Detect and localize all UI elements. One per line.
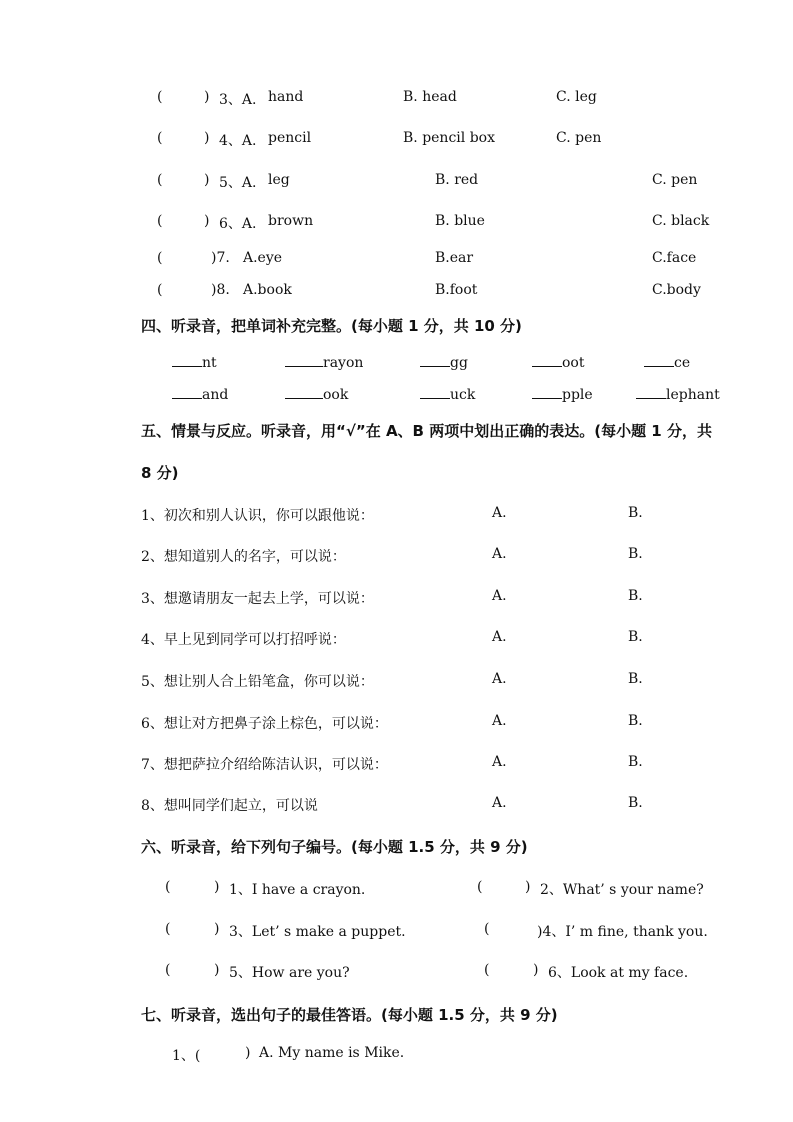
- scenario-item: 5、想让别人合上铅笔盒，你可以说：: [141, 674, 374, 690]
- option-b-choice[interactable]: B.: [628, 671, 643, 687]
- option-b: B.foot: [435, 282, 478, 298]
- word-fragment: pple: [562, 387, 593, 403]
- word-fragment: nt: [202, 355, 217, 371]
- option-b-choice[interactable]: B.: [628, 546, 643, 562]
- word-blank[interactable]: [285, 354, 363, 371]
- section-7-title: 七、听录音，选出句子的最佳答语。(每小题 1.5 分，共 9 分): [141, 1006, 558, 1024]
- answer-paren-close: ): [204, 172, 210, 188]
- item-number: 6、A.: [219, 216, 257, 232]
- answer-paren-close: ): [214, 962, 220, 978]
- option-a: pencil: [268, 130, 312, 146]
- word-blank[interactable]: [172, 354, 217, 371]
- word-blank[interactable]: [420, 354, 468, 371]
- sentence-item: )4、I’ m fine, thank you.: [537, 924, 708, 940]
- answer-paren-close: ): [245, 1045, 251, 1061]
- option-a-choice[interactable]: A.: [492, 588, 507, 604]
- answer-paren-open: (: [157, 213, 163, 229]
- word-fragment: oot: [562, 355, 585, 371]
- word-fragment: ce: [674, 355, 691, 371]
- answer-paren[interactable]: (: [165, 962, 171, 978]
- answer-paren-close: ): [204, 130, 210, 146]
- word-fragment: lephant: [666, 387, 720, 403]
- section-4-title: 四、听录音，把单词补充完整。(每小题 1 分，共 10 分): [141, 317, 522, 335]
- option-a: brown: [268, 213, 314, 229]
- answer-paren-close: )7.: [211, 250, 230, 266]
- option-b-choice[interactable]: B.: [628, 754, 643, 770]
- answer-paren[interactable]: (: [484, 921, 490, 937]
- option-a-choice[interactable]: A.: [492, 671, 507, 687]
- answer-paren[interactable]: (: [477, 879, 483, 895]
- sentence-item: 5、How are you?: [229, 965, 350, 981]
- answer-paren-close: )8.: [211, 282, 230, 298]
- option-a: hand: [268, 89, 304, 105]
- sentence-item: 6、Look at my face.: [548, 965, 689, 981]
- answer-paren[interactable]: (: [484, 962, 490, 978]
- option-a-choice[interactable]: A.: [492, 546, 507, 562]
- scenario-item: 4、早上见到同学可以打招呼说：: [141, 632, 346, 648]
- answer-paren-close: ): [214, 921, 220, 937]
- option-a-choice[interactable]: A.: [492, 713, 507, 729]
- scenario-item: 8、想叫同学们起立，可以说: [141, 798, 318, 814]
- option-b: B. pencil box: [403, 130, 495, 146]
- item-number: 4、A.: [219, 133, 257, 149]
- section-6-title: 六、听录音，给下列句子编号。(每小题 1.5 分，共 9 分): [141, 838, 528, 856]
- option-b-choice[interactable]: B.: [628, 713, 643, 729]
- option-a-choice[interactable]: A.: [492, 629, 507, 645]
- word-blank[interactable]: [532, 386, 593, 403]
- word-blank[interactable]: [532, 354, 584, 371]
- answer-paren-close: ): [533, 962, 539, 978]
- option-c: C.body: [652, 282, 701, 298]
- word-blank[interactable]: [285, 386, 348, 403]
- answer-paren[interactable]: (: [165, 921, 171, 937]
- option-a-choice[interactable]: A.: [492, 505, 507, 521]
- scenario-item: 1、初次和别人认识，你可以跟他说：: [141, 508, 374, 524]
- option-b-choice[interactable]: B.: [628, 795, 643, 811]
- option-b-choice[interactable]: B.: [628, 588, 643, 604]
- option-a: leg: [268, 172, 290, 188]
- word-blank[interactable]: [420, 386, 475, 403]
- word-fragment: rayon: [323, 355, 364, 371]
- answer-paren-close: ): [214, 879, 220, 895]
- answer-paren-close: ): [204, 213, 210, 229]
- option-c: C. pen: [652, 172, 698, 188]
- answer-paren-open: (: [157, 89, 163, 105]
- option-b: B. head: [403, 89, 457, 105]
- option-a: A.book: [243, 282, 292, 298]
- answer-paren-close: ): [525, 879, 531, 895]
- word-blank[interactable]: [172, 386, 228, 403]
- option-b: B.ear: [435, 250, 474, 266]
- sentence-item: 2、What’ s your name?: [540, 882, 704, 898]
- option-a-choice[interactable]: A.: [492, 795, 507, 811]
- option-b-choice[interactable]: B.: [628, 629, 643, 645]
- option-a: A.eye: [243, 250, 283, 266]
- word-fragment: gg: [450, 355, 468, 371]
- option-c: C. leg: [556, 89, 597, 105]
- scenario-item: 3、想邀请朋友一起去上学，可以说：: [141, 591, 374, 607]
- word-fragment: uck: [450, 387, 476, 403]
- answer-option: A. My name is Mike.: [259, 1045, 405, 1061]
- option-a-choice[interactable]: A.: [492, 754, 507, 770]
- word-blank[interactable]: [636, 386, 720, 403]
- scenario-item: 2、想知道别人的名字，可以说：: [141, 549, 346, 565]
- sentence-item: 3、Let’ s make a puppet.: [229, 924, 406, 940]
- option-b: B. blue: [435, 213, 485, 229]
- section-5-title-cont: 8 分): [141, 464, 179, 482]
- item-number: 5、A.: [219, 175, 257, 191]
- answer-paren-close: ): [204, 89, 210, 105]
- answer-paren-open: (: [157, 172, 163, 188]
- word-blank[interactable]: [644, 354, 690, 371]
- section-5-title: 五、情景与反应。听录音，用“√”在 A、B 两项中划出正确的表达。(每小题 1 分，共: [141, 422, 712, 440]
- answer-paren[interactable]: 1、(: [172, 1048, 201, 1064]
- option-c: C. black: [652, 213, 710, 229]
- option-b: B. red: [435, 172, 479, 188]
- answer-paren-open: (: [157, 282, 163, 298]
- word-fragment: ook: [323, 387, 349, 403]
- option-b-choice[interactable]: B.: [628, 505, 643, 521]
- word-fragment: and: [202, 387, 229, 403]
- option-c: C.face: [652, 250, 697, 266]
- scenario-item: 7、想把萨拉介绍给陈洁认识，可以说：: [141, 757, 388, 773]
- answer-paren-open: (: [157, 250, 163, 266]
- answer-paren[interactable]: (: [165, 879, 171, 895]
- scenario-item: 6、想让对方把鼻子涂上棕色，可以说：: [141, 716, 388, 732]
- sentence-item: 1、I have a crayon.: [229, 882, 366, 898]
- answer-paren-open: (: [157, 130, 163, 146]
- item-number: 3、A.: [219, 92, 257, 108]
- option-c: C. pen: [556, 130, 602, 146]
